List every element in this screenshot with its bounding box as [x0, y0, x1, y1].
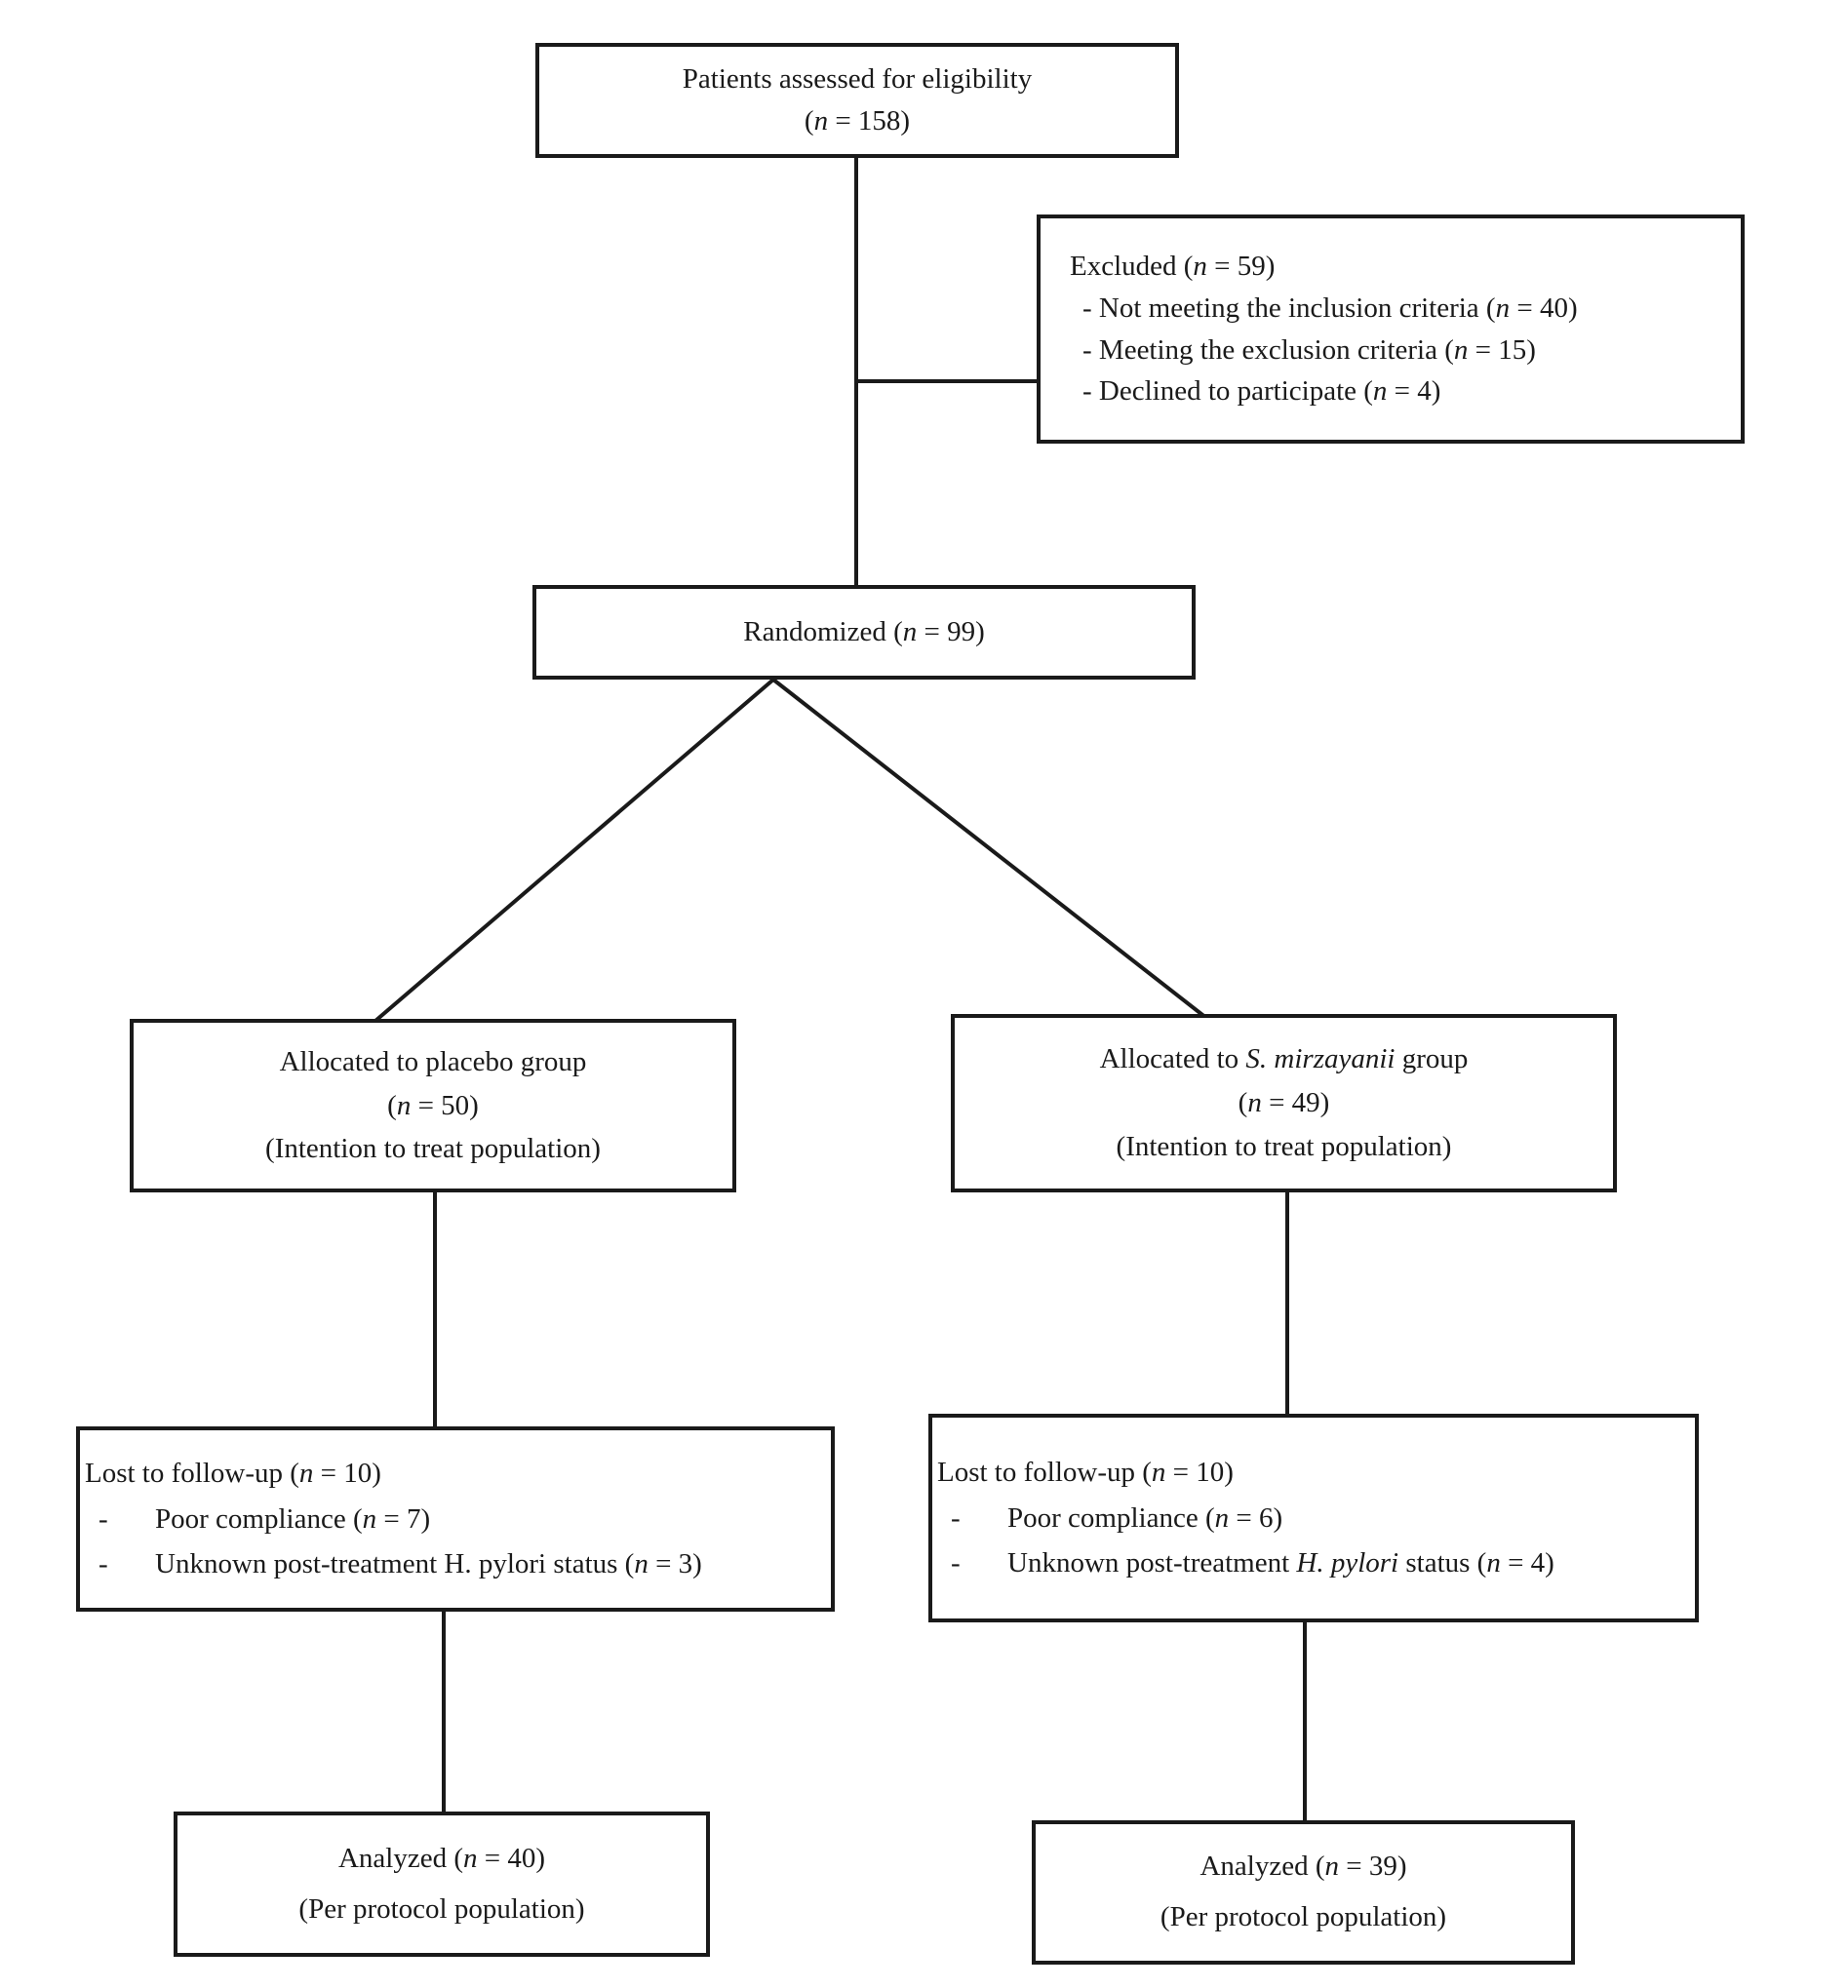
italic-text: n [463, 1842, 478, 1874]
text-line [683, 58, 1032, 101]
text: = 99) [917, 615, 985, 647]
text: Unknown post-treatment [1007, 1547, 1297, 1579]
text: status ( [1398, 1547, 1487, 1579]
text-line [1160, 1892, 1446, 1943]
italic-text: n [298, 1457, 314, 1489]
text: - Declined to participate ( [1082, 375, 1373, 408]
dash-item-text [155, 1541, 831, 1587]
text: ( [804, 105, 814, 136]
text-line [80, 1541, 831, 1587]
text-line [1239, 1081, 1330, 1125]
text: Patients assessed for eligibility [682, 62, 1033, 95]
text: = 50) [411, 1089, 479, 1121]
text-line [932, 1540, 1695, 1586]
text: = 4) [1500, 1547, 1554, 1579]
lost-followup-placebo-box [76, 1426, 835, 1612]
italic-text: n [1372, 375, 1388, 408]
italic-text: S. mirzayanii [1245, 1043, 1396, 1075]
text: = 40) [477, 1842, 546, 1874]
text: (Intention to treat population) [1116, 1130, 1452, 1162]
text-line [387, 1084, 479, 1128]
text: Randomized ( [743, 615, 903, 647]
text-line [298, 1885, 584, 1935]
text: Lost to follow-up ( [937, 1456, 1152, 1488]
text-line [1199, 1842, 1406, 1892]
text-line [265, 1127, 601, 1171]
text: Poor compliance ( [155, 1502, 363, 1535]
italic-text: n [1193, 250, 1207, 282]
allocated-placebo-box [130, 1019, 736, 1192]
text: = 10) [313, 1457, 381, 1489]
dash-bullet: - [98, 1548, 108, 1580]
text-line [1117, 1125, 1452, 1169]
text-line [80, 1497, 831, 1542]
text: Unknown post-treatment H. pylori status ( [155, 1548, 635, 1580]
text: (Per protocol population) [298, 1892, 585, 1925]
text: = 59) [1206, 250, 1276, 282]
text-line [1070, 370, 1729, 412]
text: Lost to follow-up ( [85, 1457, 299, 1489]
allocated-smirzayanii-box [951, 1014, 1617, 1192]
text: = 6) [1229, 1501, 1283, 1534]
text-line [1070, 288, 1729, 330]
lost-followup-smirzayanii-box [928, 1414, 1699, 1622]
text-line [743, 611, 985, 654]
text: Poor compliance ( [1007, 1501, 1215, 1534]
text-line [1070, 246, 1729, 288]
italic-text: n [1486, 1547, 1501, 1579]
text: Excluded ( [1070, 250, 1194, 282]
text-line [932, 1450, 1695, 1496]
text: Allocated to placebo group [279, 1045, 587, 1077]
dash-item-text [1007, 1496, 1695, 1541]
text: ( [387, 1089, 397, 1121]
text: ( [1238, 1087, 1248, 1119]
dash-bullet: - [98, 1502, 108, 1535]
text: = 158) [828, 105, 911, 136]
italic-text: n [1151, 1456, 1166, 1488]
text-line [338, 1834, 545, 1885]
text-line [1070, 330, 1729, 371]
text-line [280, 1040, 587, 1084]
italic-text: n [902, 615, 918, 647]
text: = 3) [648, 1548, 702, 1580]
text: group [1395, 1043, 1469, 1075]
analyzed-placebo-box [174, 1812, 710, 1957]
text: Analyzed ( [337, 1842, 463, 1874]
dash-item-text [1007, 1540, 1695, 1586]
italic-text: n [1214, 1501, 1230, 1534]
text-line [80, 1451, 831, 1497]
randomized-box [532, 585, 1196, 680]
italic-text: n [813, 105, 829, 136]
italic-text: n [362, 1502, 377, 1535]
italic-text: n [1453, 333, 1469, 366]
italic-text: n [1247, 1087, 1262, 1119]
text: (Per protocol population) [1160, 1901, 1447, 1932]
excluded-box [1037, 214, 1745, 444]
text: Analyzed ( [1199, 1851, 1325, 1883]
text: - Meeting the exclusion criteria ( [1082, 333, 1454, 366]
eligibility-box [535, 43, 1179, 158]
text: = 49) [1261, 1087, 1330, 1119]
italic-text: H. pylori [1296, 1547, 1399, 1579]
dash-bullet: - [951, 1547, 961, 1579]
dash-bullet: - [951, 1501, 961, 1534]
text: = 4) [1387, 375, 1441, 408]
text: (Intention to treat population) [265, 1133, 601, 1165]
analyzed-smirzayanii-box [1032, 1820, 1575, 1965]
text-line [805, 100, 910, 143]
text-line [1100, 1037, 1469, 1081]
italic-text: n [1324, 1851, 1339, 1883]
text-line [932, 1496, 1695, 1541]
text: = 40) [1510, 292, 1578, 324]
italic-text: n [1495, 292, 1511, 324]
connector-randomized-smirzayanii-diagonal [773, 680, 1206, 1018]
italic-text: n [396, 1089, 412, 1121]
connector-randomized-placebo-diagonal [375, 680, 773, 1021]
text: - Not meeting the inclusion criteria ( [1082, 292, 1496, 324]
text: = 15) [1468, 333, 1536, 366]
text: = 39) [1339, 1851, 1407, 1883]
text: = 10) [1165, 1456, 1234, 1488]
dash-item-text [155, 1497, 831, 1542]
text: Allocated to [1099, 1043, 1246, 1075]
text: = 7) [376, 1502, 431, 1535]
italic-text: n [634, 1548, 649, 1580]
